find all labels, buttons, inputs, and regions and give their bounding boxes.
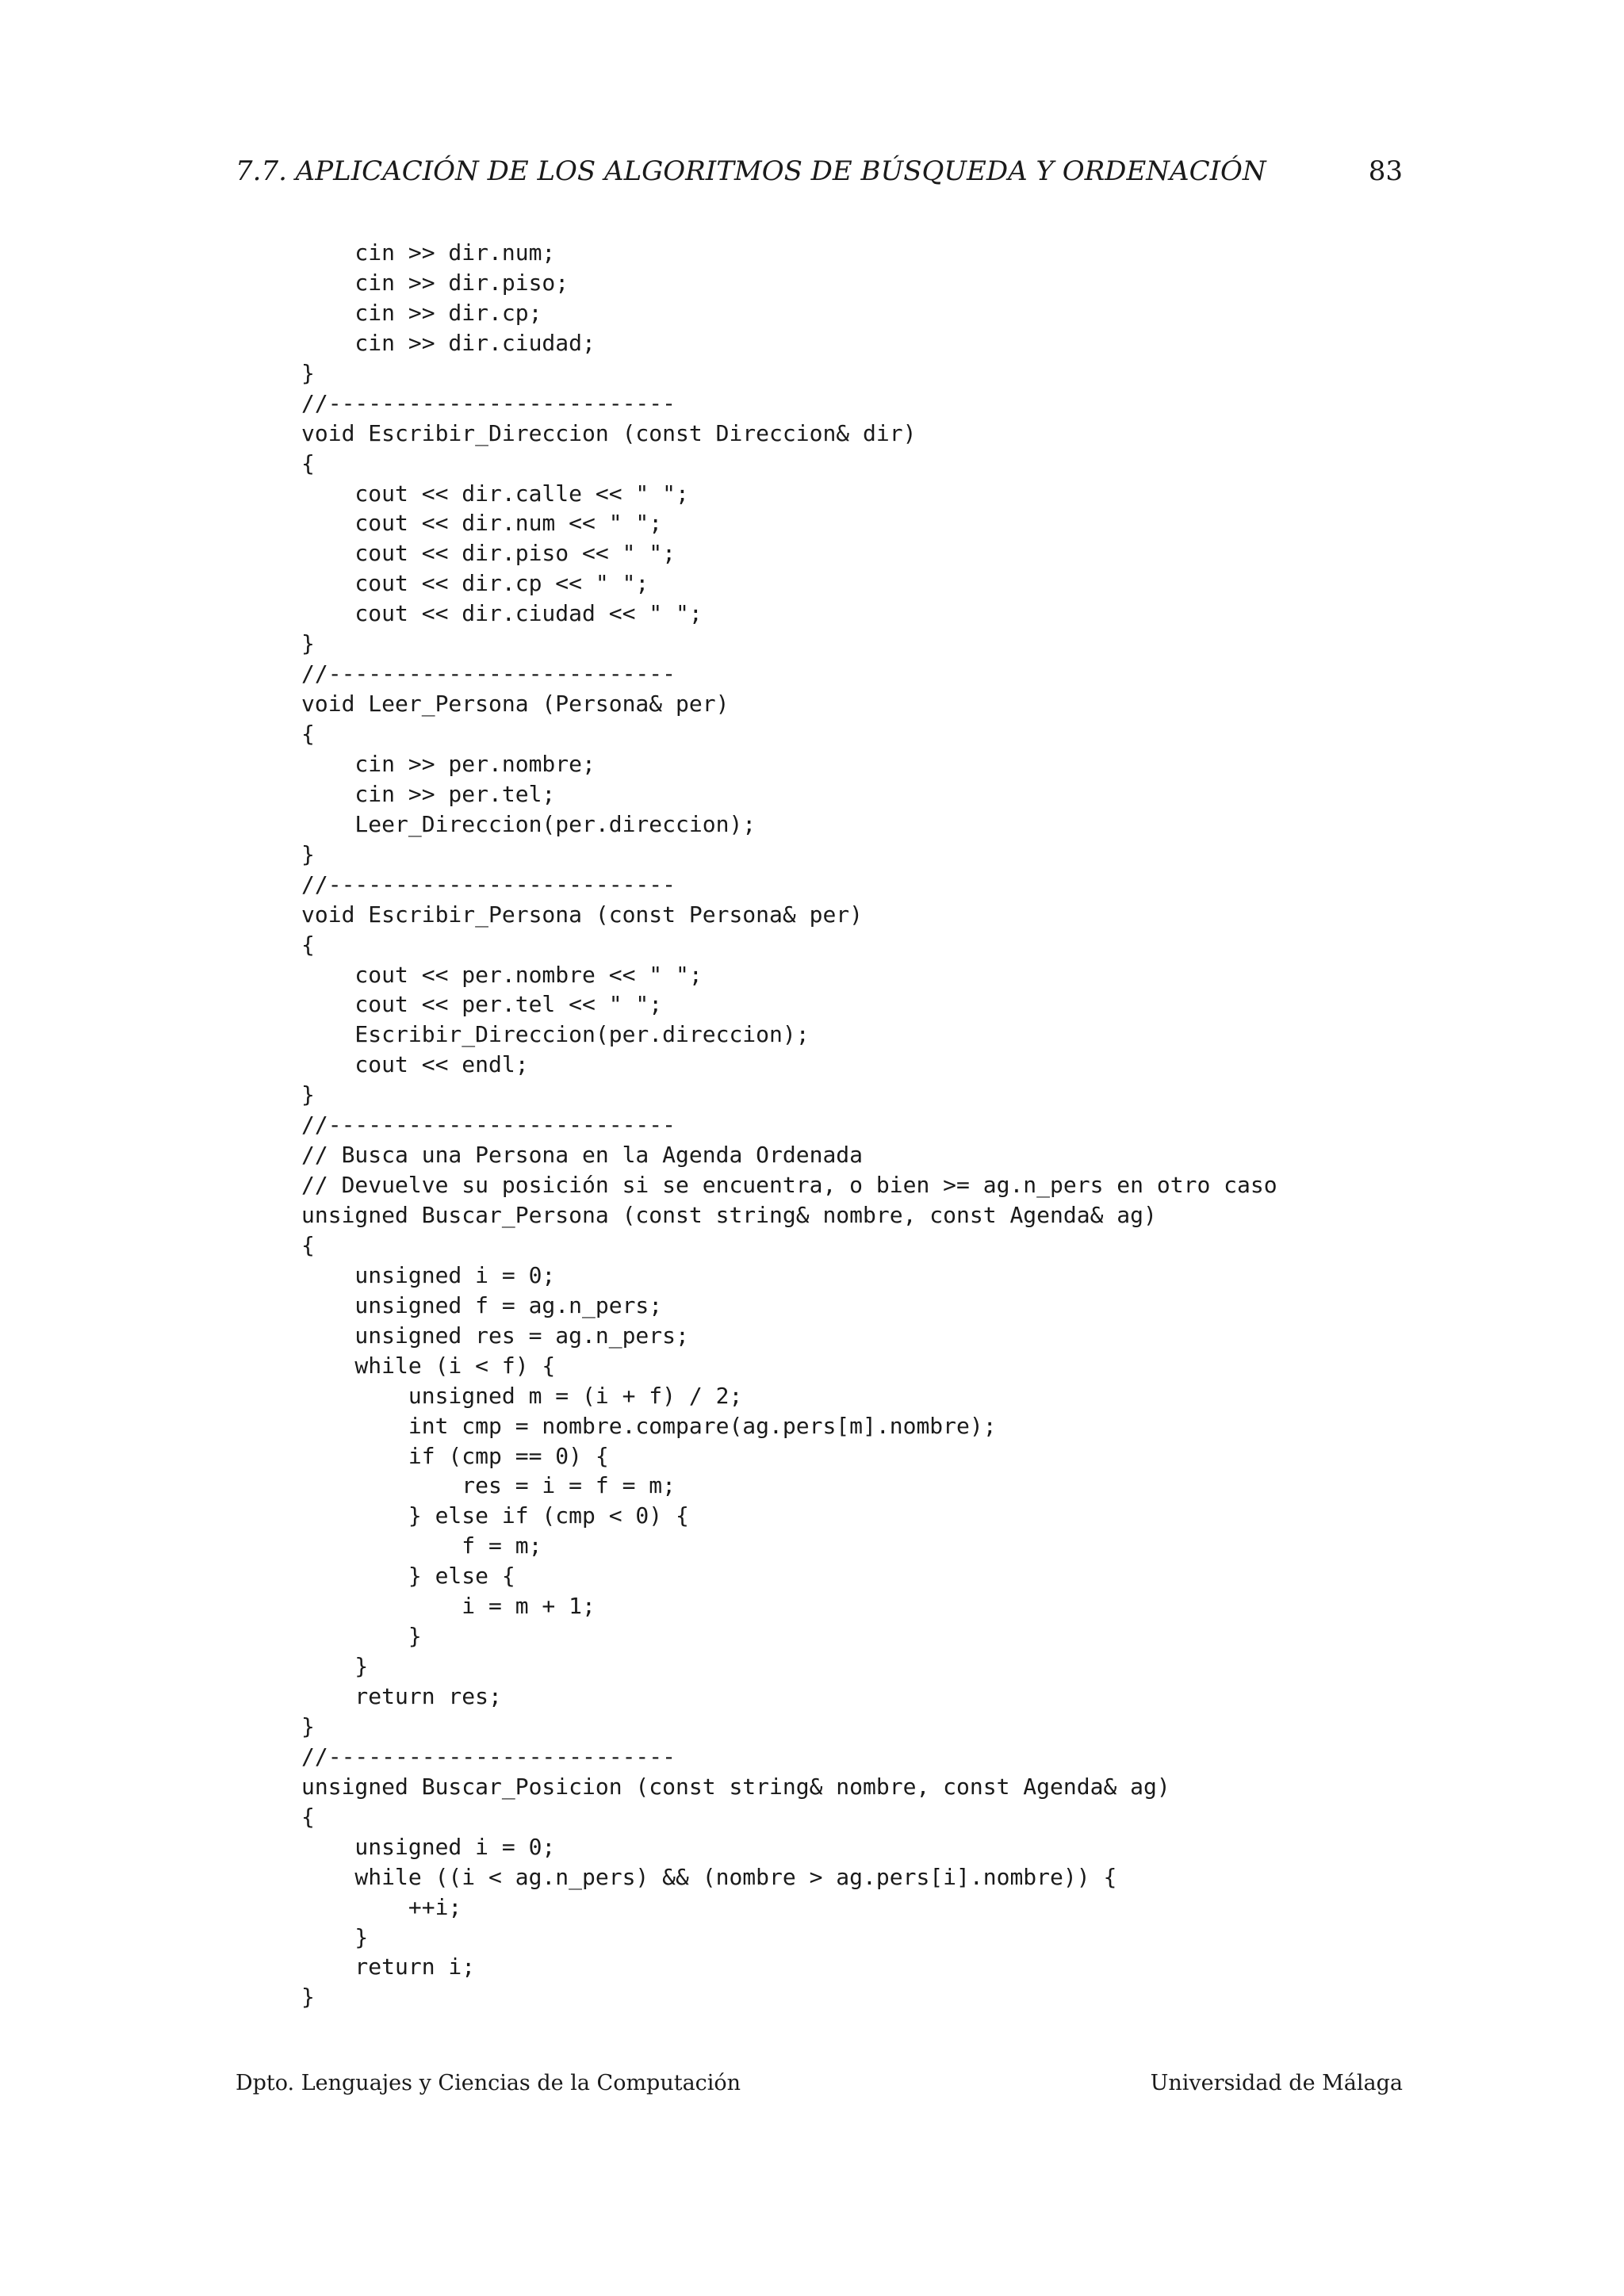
- code-line: res = i = f = m;: [301, 1472, 676, 1499]
- code-line: {: [301, 1231, 315, 1258]
- code-line: unsigned f = ag.n_pers;: [301, 1292, 663, 1318]
- code-line: //--------------------------: [301, 389, 676, 416]
- code-line: //--------------------------: [301, 871, 676, 897]
- code-line: return i;: [301, 1954, 476, 1980]
- code-line: cout << per.tel << " ";: [301, 991, 663, 1018]
- footer-department: Dpto. Lenguajes y Ciencias de la Computación: [236, 2071, 741, 2095]
- code-line: cin >> dir.num;: [301, 239, 556, 266]
- code-line: void Leer_Persona (Persona& per): [301, 691, 730, 718]
- code-line: unsigned i = 0;: [301, 1833, 556, 1860]
- code-line: }: [301, 1712, 315, 1739]
- page-number: 83: [1368, 155, 1403, 187]
- code-line: cin >> per.tel;: [301, 780, 556, 807]
- code-line: cin >> dir.cp;: [301, 299, 542, 326]
- code-line: Leer_Direccion(per.direccion);: [301, 810, 756, 837]
- code-line: cout << dir.calle << " ";: [301, 480, 689, 507]
- code-line: void Escribir_Direccion (const Direccion& dir): [301, 419, 917, 446]
- code-line: //--------------------------: [301, 1743, 676, 1770]
- code-line: cin >> dir.piso;: [301, 269, 569, 296]
- code-line: }: [301, 1081, 315, 1108]
- code-line: cout << dir.cp << " ";: [301, 570, 649, 597]
- code-line: cout << dir.ciudad << " ";: [301, 600, 703, 627]
- code-line: cin >> per.nombre;: [301, 750, 596, 777]
- code-line: {: [301, 1803, 315, 1830]
- code-line: return res;: [301, 1683, 502, 1709]
- code-line: cout << dir.num << " ";: [301, 510, 663, 537]
- code-line: }: [301, 1653, 369, 1680]
- code-line: ++i;: [301, 1893, 462, 1920]
- code-line: }: [301, 1984, 315, 2011]
- code-line: } else if (cmp < 0) {: [301, 1502, 689, 1529]
- code-line: f = m;: [301, 1533, 542, 1559]
- code-line: void Escribir_Persona (const Persona& per): [301, 901, 864, 928]
- code-line: if (cmp == 0) {: [301, 1442, 609, 1469]
- code-line: {: [301, 931, 315, 958]
- footer-university: Universidad de Málaga: [1150, 2071, 1403, 2095]
- code-line: }: [301, 359, 315, 386]
- code-line: unsigned Buscar_Posicion (const string& nombre, const Agenda& ag): [301, 1773, 1170, 1800]
- code-line: int cmp = nombre.compare(ag.pers[m].nombre);: [301, 1412, 997, 1439]
- code-line: unsigned m = (i + f) / 2;: [301, 1382, 743, 1409]
- code-line: {: [301, 450, 315, 476]
- code-line: cout << dir.piso << " ";: [301, 540, 676, 567]
- code-line: } else {: [301, 1563, 515, 1590]
- code-line: // Busca una Persona en la Agenda Ordenada: [301, 1142, 864, 1169]
- code-line: }: [301, 1923, 369, 1950]
- code-line: while (i < f) {: [301, 1352, 556, 1379]
- code-line: // Devuelve su posición si se encuentra, o bien >= ag.n_pers en otro caso: [301, 1172, 1277, 1199]
- code-line: //--------------------------: [301, 660, 676, 687]
- code-line: cout << per.nombre << " ";: [301, 961, 703, 988]
- code-line: unsigned Buscar_Persona (const string& nombre, const Agenda& ag): [301, 1202, 1157, 1228]
- code-line: }: [301, 1623, 422, 1650]
- code-listing: [301, 238, 1277, 2012]
- code-line: }: [301, 630, 315, 657]
- code-line: cin >> dir.ciudad;: [301, 329, 596, 356]
- page-footer: [236, 2071, 1403, 2106]
- code-line: //--------------------------: [301, 1112, 676, 1138]
- code-line: }: [301, 840, 315, 867]
- code-line: while ((i < ag.n_pers) && (nombre > ag.pers[i].nombre)) {: [301, 1863, 1117, 1890]
- code-line: cout << endl;: [301, 1051, 529, 1078]
- code-line: i = m + 1;: [301, 1593, 596, 1620]
- code-line: unsigned res = ag.n_pers;: [301, 1322, 689, 1349]
- running-title: 7.7. APLICACIÓN DE LOS ALGORITMOS DE BÚSQUEDA Y ORDENACIÓN: [236, 155, 1266, 187]
- page-header: [236, 155, 1403, 195]
- code-line: unsigned i = 0;: [301, 1261, 556, 1288]
- code-line: Escribir_Direccion(per.direccion);: [301, 1021, 810, 1048]
- code-line: {: [301, 721, 315, 747]
